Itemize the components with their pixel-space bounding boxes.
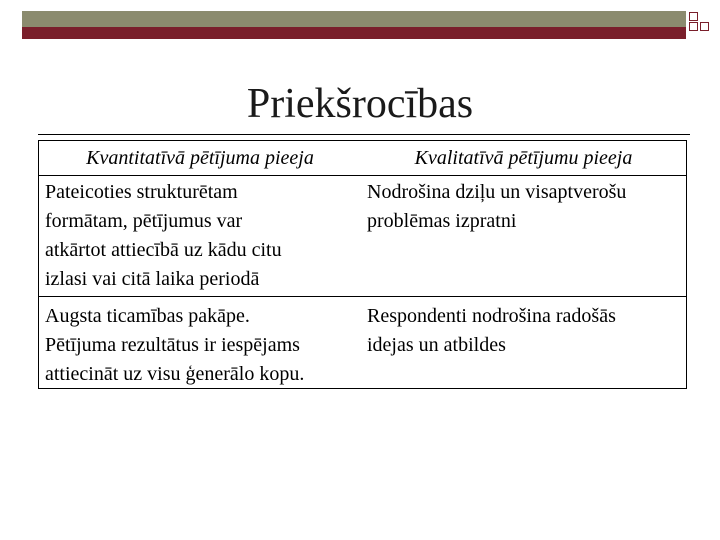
table-cell-quantitative-1 — [39, 178, 361, 294]
decor-square-icon — [689, 12, 698, 21]
decor-square-icon — [700, 22, 709, 31]
row-divider — [39, 175, 686, 176]
cell-line: Augsta ticamības pakāpe. — [45, 305, 250, 327]
comparison-table — [38, 140, 687, 389]
cell-line: idejas un atbildes — [367, 334, 506, 356]
cell-line: Pateicoties strukturētam — [45, 181, 238, 203]
cell-line: Pētījuma rezultātus ir iespējams — [45, 334, 300, 356]
column-header-qualitative: Kvalitatīvā pētījumu pieeja — [414, 147, 633, 169]
column-header-quantitative: Kvantitatīvā pētījuma pieeja — [86, 147, 314, 169]
cell-line: problēmas izpratni — [367, 210, 517, 232]
header-bar-olive — [22, 11, 686, 27]
cell-line: attiecināt uz visu ģenerālo kopu. — [45, 363, 305, 385]
header-bar-red — [22, 27, 686, 39]
slide-title: Priekšrocības — [246, 81, 474, 127]
table-cell-qualitative-1 — [361, 178, 686, 236]
decor-square-icon — [689, 22, 698, 31]
title-divider — [38, 134, 690, 135]
table-cell-quantitative-2 — [39, 302, 361, 389]
cell-line: Nodrošina dziļu un visaptverošu — [367, 181, 627, 203]
row-divider — [39, 296, 686, 297]
cell-line: formātam, pētījumus var — [45, 210, 243, 232]
table-cell-qualitative-2 — [361, 302, 686, 360]
cell-line: atkārtot attiecībā uz kādu citu — [45, 239, 282, 261]
cell-line: izlasi vai citā laika periodā — [45, 268, 260, 290]
cell-line: Respondenti nodrošina radošās — [367, 305, 616, 327]
